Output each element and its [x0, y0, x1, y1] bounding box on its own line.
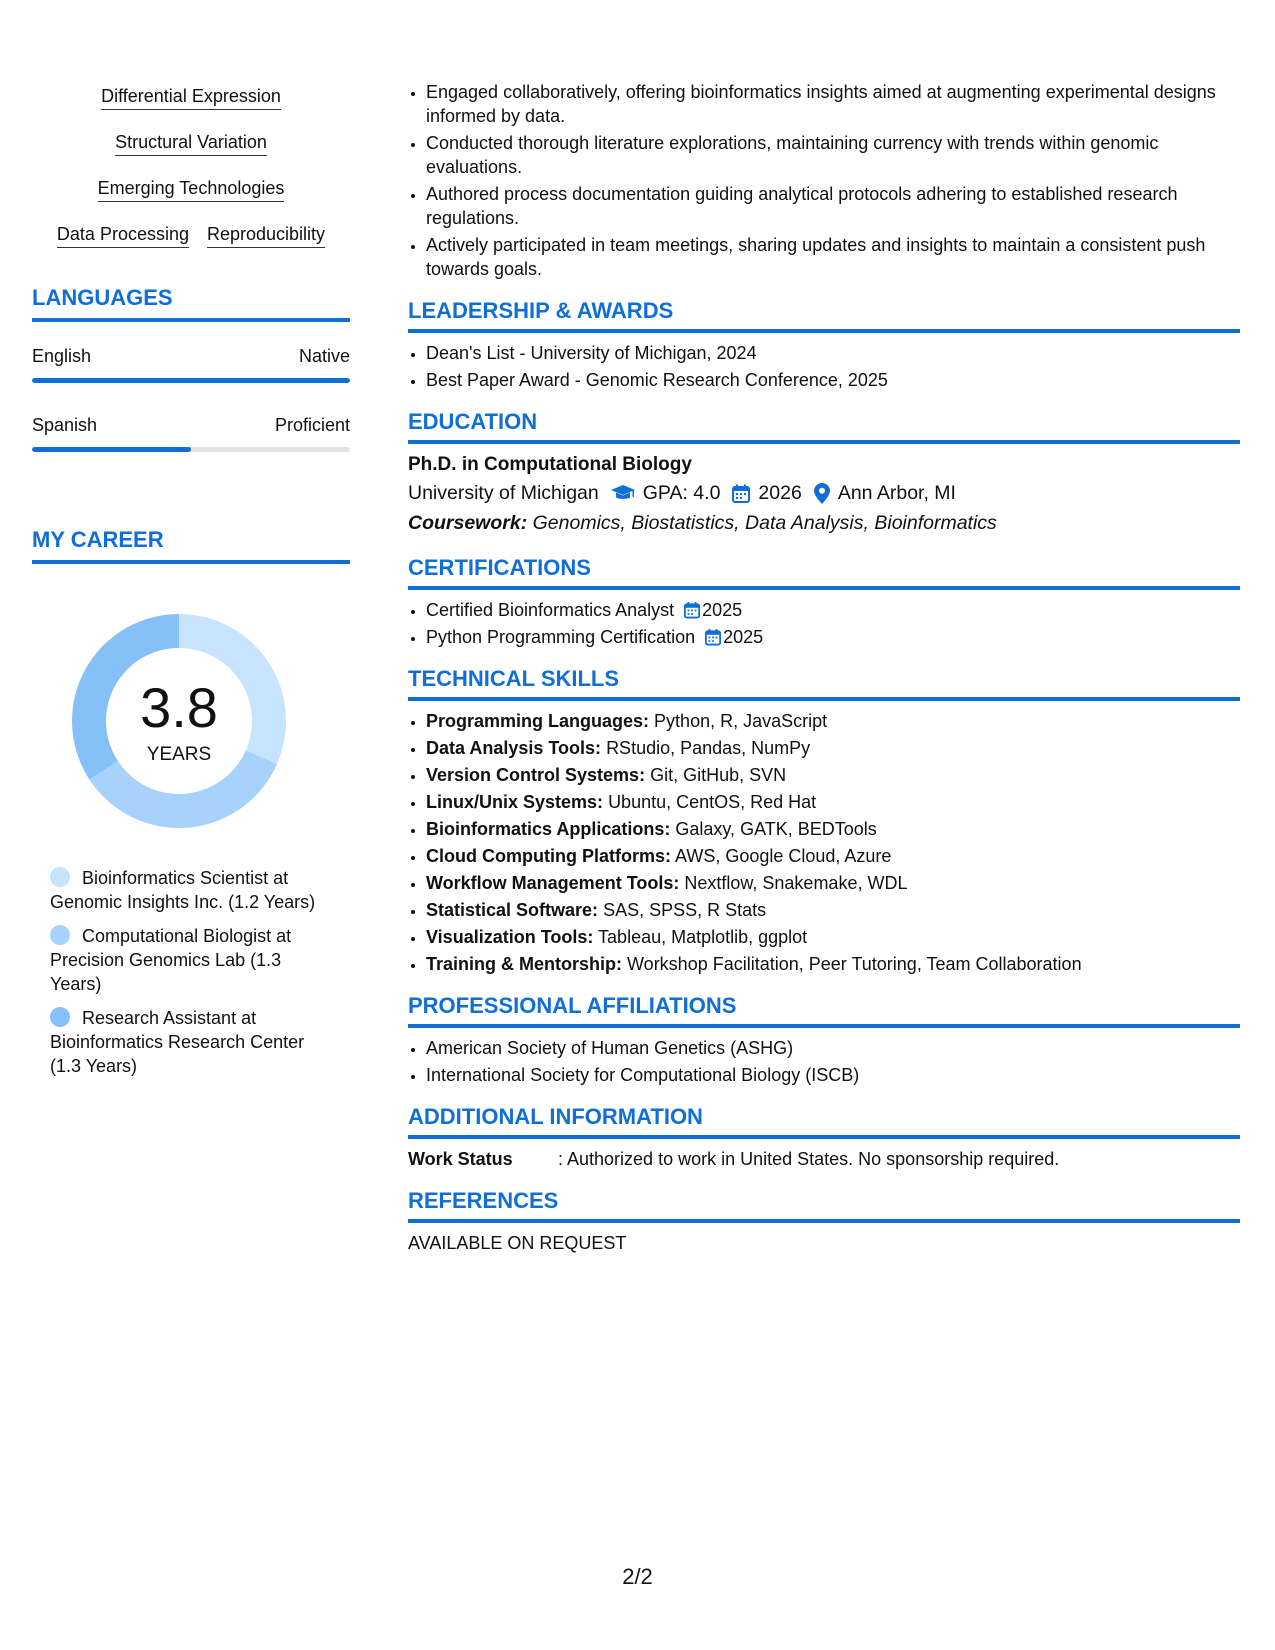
skill-label: Programming Languages: [426, 711, 650, 731]
affiliation-item: • International Society for Computational Biology (ISCB) [426, 1063, 1240, 1087]
skill-value: Python, R, JavaScript [654, 711, 828, 731]
skill-label: Linux/Unix Systems: [426, 792, 604, 812]
career-total: 3.8 [140, 676, 218, 739]
education-coursework [408, 508, 1240, 538]
skill-value: Nextflow, Snakemake, WDL [684, 873, 908, 893]
affiliations-heading: PROFESSIONAL AFFILIATIONS [408, 992, 1240, 1028]
education-gpa: GPA: 4.0 [642, 482, 721, 504]
career-dot-icon [50, 1007, 70, 1027]
language-level: Proficient [274, 415, 350, 435]
graduation-cap-icon [611, 484, 635, 502]
skill-label: Visualization Tools: [426, 927, 594, 947]
leadership-list [408, 341, 1240, 392]
affiliation-item: • American Society of Human Genetics (ASHG) [426, 1036, 1240, 1060]
language-item [32, 413, 350, 452]
language-name: English [32, 346, 92, 366]
career-item [50, 1006, 320, 1078]
experience-bullet: • Conducted thorough literature explorations, maintaining currency with trends within genomic evaluations. [426, 131, 1240, 179]
work-status-row [408, 1147, 1240, 1171]
calendar-icon [684, 601, 700, 619]
career-item-text: Research Assistant at Bioinformatics Research Center (1.3 Years) [50, 1008, 305, 1076]
skill-value: Git, GitHub, SVN [650, 765, 787, 785]
career-donut [66, 608, 292, 834]
skill-value: Galaxy, GATK, BEDTools [675, 819, 877, 839]
language-level: Native [298, 346, 350, 366]
career-dot-icon [50, 867, 70, 887]
career-unit: YEARS [146, 744, 212, 765]
technical-skills-heading: TECHNICAL SKILLS [408, 665, 1240, 701]
career-list [50, 866, 320, 1078]
experience-bullet: • Authored process documentation guiding analytical protocols adhering to established research regulations. [426, 182, 1240, 230]
work-status-label: Work Status [408, 1149, 513, 1169]
calendar-icon [705, 628, 721, 646]
location-pin-icon [814, 483, 830, 504]
skill-tag: Structural Variation [115, 130, 267, 156]
leadership-item: • Best Paper Award - Genomic Research Conference, 2025 [426, 368, 1240, 392]
education-location: Ann Arbor, MI [837, 482, 956, 504]
skill-label: Training & Mentorship: [426, 954, 622, 974]
skill-item [426, 898, 1240, 922]
calendar-icon [732, 484, 750, 503]
languages-heading: LANGUAGES [32, 284, 350, 322]
skill-value: SAS, SPSS, R Stats [603, 900, 767, 920]
skill-tag-row [32, 130, 350, 156]
skill-item [426, 871, 1240, 895]
skill-label: Bioinformatics Applications: [426, 819, 671, 839]
references-text: AVAILABLE ON REQUEST [408, 1233, 627, 1253]
education-degree: Ph.D. in Computational Biology [408, 454, 692, 475]
skill-item [426, 709, 1240, 733]
skill-value: RStudio, Pandas, NumPy [606, 738, 811, 758]
skill-tag: Reproducibility [207, 222, 325, 248]
education-school: University of Michigan [408, 482, 599, 504]
references-heading: REFERENCES [408, 1187, 1240, 1223]
additional-info-heading: ADDITIONAL INFORMATION [408, 1103, 1240, 1139]
experience-bullet: • Actively participated in team meetings, sharing updates and insights to maintain a consistent push towards goals. [426, 233, 1240, 281]
coursework-value: Genomics, Biostatistics, Data Analysis, Bioinformatics [532, 512, 997, 534]
skill-label: Version Control Systems: [426, 765, 646, 785]
certifications-heading: CERTIFICATIONS [408, 554, 1240, 590]
affiliations-list [408, 1036, 1240, 1087]
language-item [32, 344, 350, 383]
career-dot-icon [50, 925, 70, 945]
skill-value: Workshop Facilitation, Peer Tutoring, Team Collaboration [627, 954, 1082, 974]
language-name: Spanish [32, 415, 98, 435]
language-bar [32, 378, 350, 383]
skill-item [426, 817, 1240, 841]
leadership-heading: LEADERSHIP & AWARDS [408, 297, 1240, 333]
skill-item [426, 736, 1240, 760]
certification-item [426, 598, 1240, 622]
language-bar [32, 447, 350, 452]
leadership-item: • Dean's List - University of Michigan, 2024 [426, 341, 1240, 365]
technical-skills-list [408, 709, 1240, 976]
skill-tag: Differential Expression [101, 84, 281, 110]
skill-value: Tableau, Matplotlib, ggplot [598, 927, 808, 947]
language-bar-fill [32, 447, 191, 452]
skill-item [426, 952, 1240, 976]
skill-item [426, 844, 1240, 868]
skill-tag-row [32, 222, 350, 248]
certifications-list [408, 598, 1240, 649]
education-heading: EDUCATION [408, 408, 1240, 444]
certification-year: 2025 [702, 600, 743, 620]
skill-tag: Data Processing [57, 222, 189, 248]
sidebar [32, 84, 350, 1088]
work-status-value: : Authorized to work in United States. No sponsorship required. [558, 1149, 1060, 1169]
skill-label: Statistical Software: [426, 900, 599, 920]
experience-bullet: • Engaged collaboratively, offering bioinformatics insights aimed at augmenting experimental designs informed by data. [426, 80, 1240, 128]
career-item-text: Computational Biologist at Precision Genomics Lab (1.3 Years) [50, 926, 292, 994]
skill-label: Data Analysis Tools: [426, 738, 602, 758]
skill-item [426, 925, 1240, 949]
career-item-text: Bioinformatics Scientist at Genomic Insights Inc. (1.2 Years) [50, 868, 316, 912]
skill-tag-row [32, 176, 350, 202]
career-item [50, 924, 320, 996]
skill-tag-row [32, 84, 350, 110]
skill-label: Workflow Management Tools: [426, 873, 680, 893]
skill-item [426, 790, 1240, 814]
experience-bullets [408, 80, 1240, 281]
career-item [50, 866, 320, 914]
certification-year: 2025 [723, 627, 764, 647]
education-details [408, 478, 1240, 508]
career-heading: MY CAREER [32, 526, 350, 564]
skill-item [426, 763, 1240, 787]
skill-value: AWS, Google Cloud, Azure [675, 846, 892, 866]
language-bar-fill [32, 378, 350, 383]
coursework-label: Coursework: [408, 512, 528, 534]
skill-tag: Emerging Technologies [98, 176, 285, 202]
skill-tags [32, 84, 350, 248]
certification-name: Certified Bioinformatics Analyst [426, 600, 675, 620]
skill-value: Ubuntu, CentOS, Red Hat [608, 792, 817, 812]
certification-item [426, 625, 1240, 649]
page-number: 2/2 [622, 1564, 653, 1589]
education-year: 2026 [758, 482, 802, 504]
main-content [408, 80, 1240, 1255]
certification-name: Python Programming Certification [426, 627, 696, 647]
skill-label: Cloud Computing Platforms: [426, 846, 671, 866]
